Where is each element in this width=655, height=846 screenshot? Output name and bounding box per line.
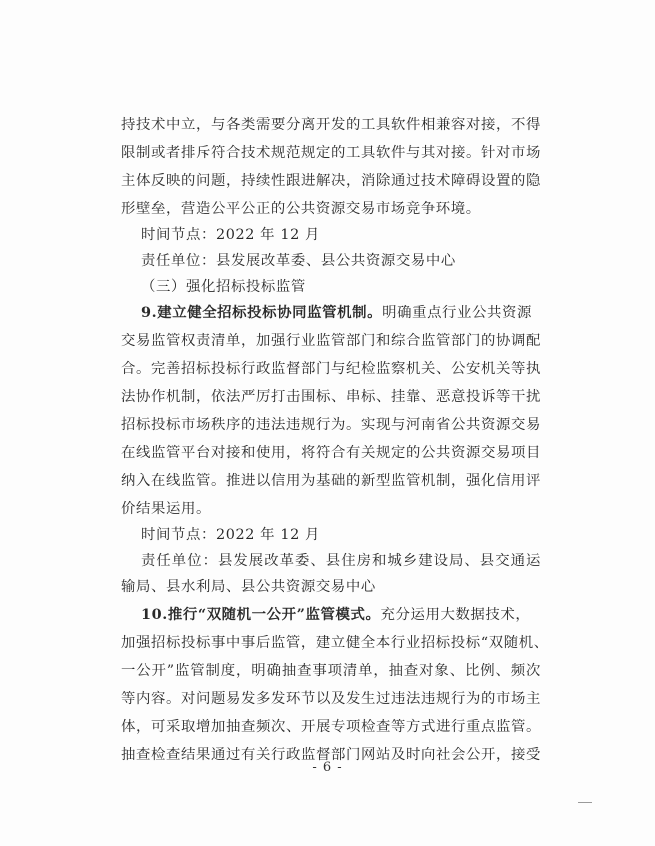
text-line: 主体反映的问题，持续性跟进解决，消除通过技术障碍设置的隐 [121,173,541,189]
text-line: 持技术中立，与各类需要分离开发的工具软件相兼容对接，不得 [121,117,541,133]
page-number: - 6 - [312,760,343,775]
text-line: 法协作机制，依法严厉打击围标、串标、挂靠、恶意投诉等干扰 [121,389,541,405]
text-line: 招标投标市场秩序的违法违规行为。实现与河南省公共资源交易 [121,417,541,433]
item-10-heading: 10.推行“双随机一公开”监管模式。 [141,606,381,623]
text-line: 限制或者排斥符合技术规范规定的工具软件与其对接。针对市场 [121,145,541,161]
section-heading: （三）强化招标投标监管 [141,279,306,295]
responsible-units-line: 责任单位：县发展改革委、县住房和城乡建设局、县交通运 [141,553,541,569]
responsible-units-line: 输局、县水利局、县公共资源交易中心 [121,579,376,595]
text-line: 形壁垒，营造公平公正的公共资源交易市场竞争环境。 [121,201,481,217]
text-line: 抽查检查结果通过有关行政监督部门网站及时向社会公开，接受 [121,747,541,763]
deadline-line: 时间节点：2022 年 12 月 [141,227,320,243]
deadline-line: 时间节点：2022 年 12 月 [141,527,320,543]
item-10-text: 充分运用大数据技术， [380,607,531,623]
scan-edge-mark [578,802,592,803]
item-9-heading: 9.建立健全招标投标协同监管机制。 [141,304,383,321]
text-line: 合。完善招标投标行政监督部门与纪检监察机关、公安机关等执 [121,361,541,377]
text-line: 等内容。对问题易发多发环节以及发生过违法违规行为的市场主 [121,691,541,707]
text-line: 价结果运用。 [121,501,211,517]
item-9-first-line [141,300,541,326]
item-10-first-line [141,602,541,628]
text-line: 在线监管平台对接和使用，将符合有关规定的公共资源交易项目 [121,445,541,461]
text-line: 体，可采取增加抽查频次、开展专项检查等方式进行重点监管。 [121,719,541,735]
item-9-text: 明确重点行业公共资源 [382,305,533,321]
text-line: 加强招标投标事中事后监管，建立健全本行业招标投标“双随机、 [121,635,549,651]
text-line: 一公开”监管制度，明确抽查事项清单，抽查对象、比例、频次 [121,663,541,679]
text-line: 纳入在线监管。推进以信用为基础的新型监管机制，强化信用评 [121,473,541,489]
responsible-units-line: 责任单位：县发展改革委、县公共资源交易中心 [141,253,456,269]
text-line: 交易监管权责清单，加强行业监管部门和综合监管部门的协调配 [121,333,541,349]
